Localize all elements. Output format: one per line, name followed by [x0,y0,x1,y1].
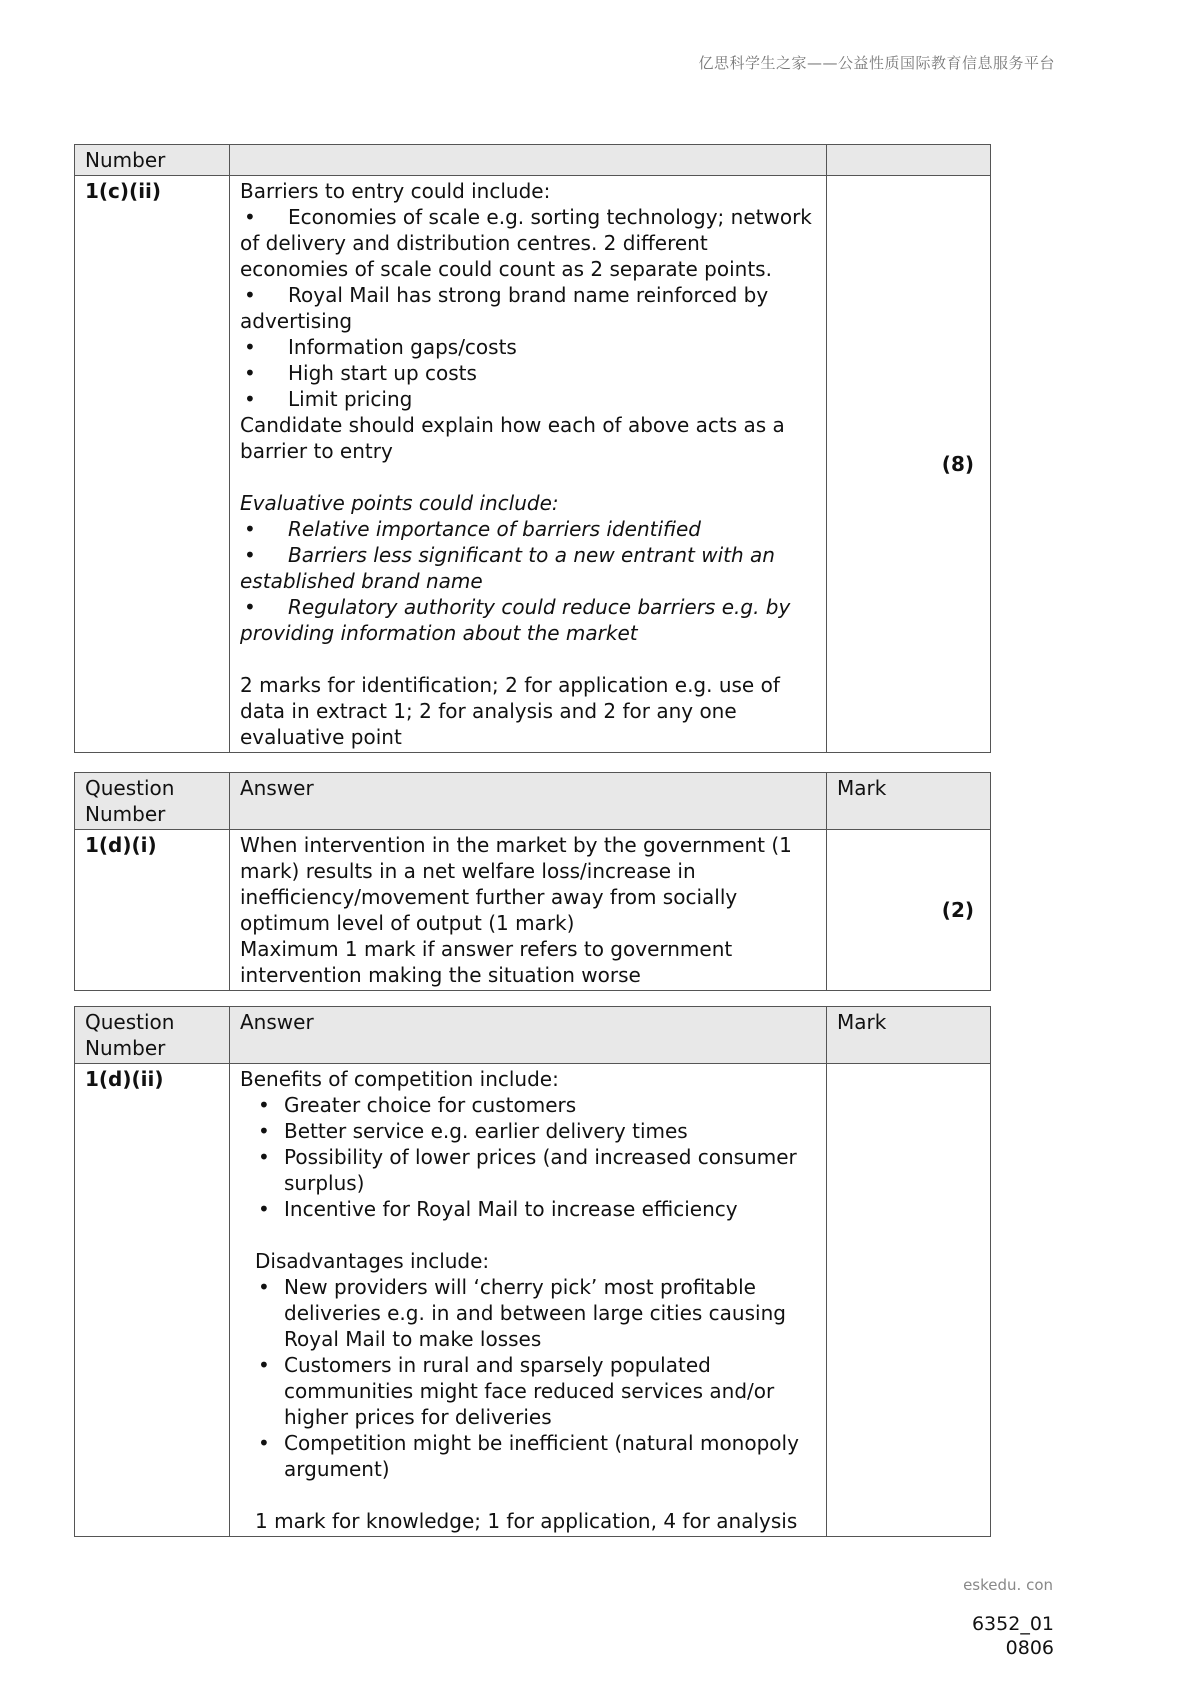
markscheme-table-1d-ii [74,1006,991,1537]
header-question-number: Number [75,145,230,176]
evaluative-bullet: • Barriers less significant to a new entrant with an established brand name [240,542,816,594]
evaluative-bullet: • Relative importance of barriers identified [240,516,816,542]
list-item: • Better service e.g. earlier delivery times [284,1118,816,1144]
header-question-number: Question Number [75,1007,230,1064]
markscheme-table-1c-ii [74,144,991,753]
question-number: 1(c)(ii) [75,176,230,753]
disadvantages-intro: Disadvantages include: [255,1249,490,1273]
marking-guidance: 1 mark for knowledge; 1 for application, 4 for analysis [255,1509,798,1533]
list-item: • New providers will ‘cherry pick’ most profitable deliveries e.g. in and between large cities causing Royal Mail to make losses [284,1274,816,1352]
footer-site-text: eskedu. con [963,1576,1053,1594]
document-code-line: 6352_01 [971,1613,1054,1635]
table-header-row [75,773,991,830]
table-header-row [75,1007,991,1064]
table-row [75,830,991,991]
header-answer [230,145,827,176]
disadvantages-list [240,1274,816,1482]
watermark-text: 亿思科学生之家——公益性质国际教育信息服务平台 [698,54,1055,72]
question-number: 1(d)(ii) [75,1064,230,1537]
header-answer: Answer [230,1007,827,1064]
mark-value: (8) [827,176,991,753]
document-code [972,1612,1054,1660]
list-item: • Competition might be inefficient (natural monopoly argument) [284,1430,816,1482]
header-mark [827,145,991,176]
benefits-intro: Benefits of competition include: [240,1067,559,1091]
list-item: • Customers in rural and sparsely populated communities might face reduced services and/or higher prices for deliveries [284,1352,816,1430]
list-item: • Possibility of lower prices (and increased consumer surplus) [284,1144,816,1196]
evaluative-intro: Evaluative points could include: [240,491,559,515]
answer-cell [230,176,827,753]
answer-text: When intervention in the market by the government (1 mark) results in a net welfare loss/increase in inefficiency/movement further away from socially optimum level of output (1 mark) [240,833,792,935]
mark-value: (2) [827,830,991,991]
barrier-bullet: • High start up costs [240,360,816,386]
table-row [75,1064,991,1537]
header-question-number: Question Number [75,773,230,830]
barrier-bullet: • Limit pricing [240,386,816,412]
table-header-row [75,145,991,176]
answer-note: Maximum 1 mark if answer refers to government intervention making the situation worse [240,937,733,987]
answer-cell [230,830,827,991]
document-code-line: 0806 [1005,1637,1054,1659]
benefits-list [240,1092,816,1222]
barrier-bullet: • Information gaps/costs [240,334,816,360]
question-number: 1(d)(i) [75,830,230,991]
header-mark: Mark [827,1007,991,1064]
list-item: • Incentive for Royal Mail to increase efficiency [284,1196,816,1222]
markscheme-table-1d-i [74,772,991,991]
barrier-bullet: • Royal Mail has strong brand name reinforced by advertising [240,282,816,334]
header-mark: Mark [827,773,991,830]
evaluative-bullet: • Regulatory authority could reduce barriers e.g. by providing information about the market [240,594,816,646]
table-row [75,176,991,753]
explain-text: Candidate should explain how each of above acts as a barrier to entry [240,413,785,463]
answer-cell [230,1064,827,1537]
answer-intro: Barriers to entry could include: [240,179,551,203]
mark-cell [827,1064,991,1537]
barrier-bullet: • Economies of scale e.g. sorting technology; network of delivery and distribution centres. 2 different economies of scale could count as 2 separate points. [240,204,816,282]
list-item: • Greater choice for customers [284,1092,816,1118]
header-answer: Answer [230,773,827,830]
marking-guidance: 2 marks for identification; 2 for application e.g. use of data in extract 1; 2 for analysis and 2 for any one evaluative point [240,673,780,749]
